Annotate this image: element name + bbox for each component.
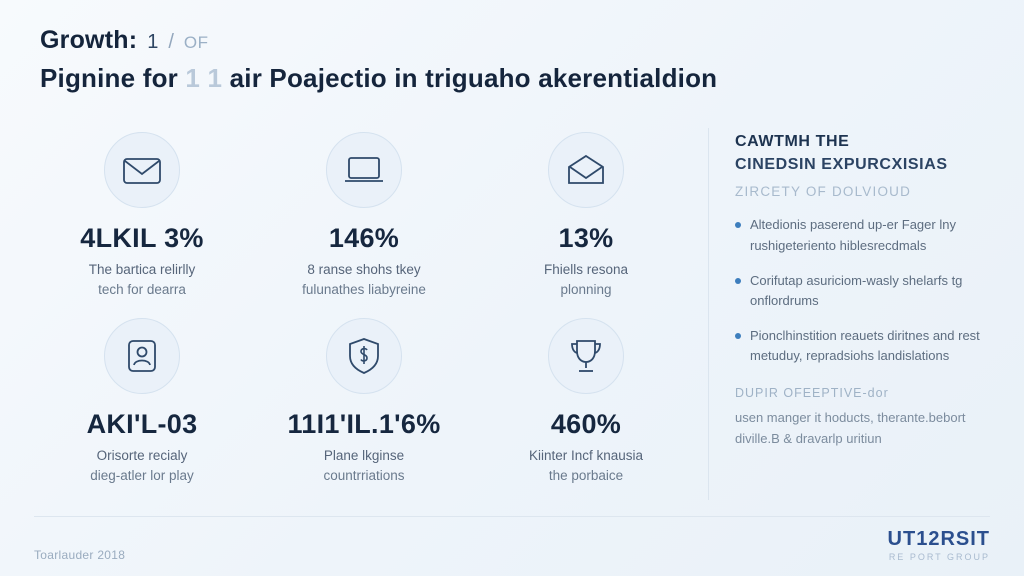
- shield-dollar-icon: [326, 318, 402, 394]
- brand-logo: [888, 529, 990, 562]
- stat-desc-line2: countrriations: [323, 467, 405, 483]
- list-item: Corifutap asuriciom-wasly shelarfs tg onflordrums: [735, 271, 990, 311]
- stat-desc-line2: tech for dearra: [98, 281, 186, 297]
- panel-footer-title: DUPIR OFEEPTIVE-dor: [735, 386, 889, 401]
- footer-note: Toarlauder 2018: [34, 548, 126, 562]
- trophy-icon: [548, 318, 624, 394]
- stat-item: [478, 128, 694, 314]
- panel-title-line1: CAWTMH THE: [735, 133, 850, 150]
- stat-value: AKI'L-03: [86, 409, 198, 439]
- stat-desc-line1: 8 ranse shohs tkey: [307, 261, 421, 277]
- user-badge-icon: [104, 318, 180, 394]
- headline-faded: 1 1: [185, 63, 223, 93]
- stat-desc-line1: The bartica relirlly: [88, 261, 196, 277]
- envelope-icon: [104, 132, 180, 208]
- header: [40, 26, 990, 94]
- stat-value: 460%: [550, 409, 622, 439]
- stat-description: [302, 260, 426, 301]
- kicker-sub: OF: [183, 33, 209, 52]
- laptop-icon: [326, 132, 402, 208]
- stat-value: 11I1'IL.1'6%: [287, 409, 441, 439]
- stat-item: [256, 314, 472, 500]
- list-item: Altedionis paserend up-er Fager lny rushigeteriento hiblesrecdmals: [735, 215, 990, 255]
- stat-desc-line1: Fhiells resona: [543, 261, 629, 277]
- kicker-line: [40, 26, 990, 55]
- stat-description: [529, 446, 643, 487]
- stat-desc-line2: the porbaice: [548, 467, 624, 483]
- stat-desc-line2: plonning: [560, 281, 612, 297]
- stat-item: [256, 128, 472, 314]
- brand-name: UT12RSIT: [887, 528, 990, 550]
- home-mail-icon: [548, 132, 624, 208]
- panel-title-line2: CINEDSIN EXPURCXISIAS: [735, 156, 948, 174]
- stat-value: 146%: [328, 223, 400, 253]
- panel-footer-text: usen manger it hoducts, therante.bebort diville.B & dravarlp uritiun: [735, 410, 966, 447]
- kicker-main: Growth:: [40, 26, 138, 54]
- stat-desc-line1: Orisorte recialy: [96, 447, 188, 463]
- panel-bullet-list: [735, 215, 990, 366]
- panel-subtitle: ZIRCETY OF DOLVIOUD: [735, 184, 912, 200]
- brand-tagline: RE PORT GROUP: [888, 552, 990, 562]
- kicker-number: 1: [147, 31, 159, 53]
- panel-title: [735, 130, 990, 176]
- stat-desc-line2: dieg-atler lor play: [90, 467, 194, 483]
- stat-description: [323, 446, 404, 487]
- stat-desc-line1: Plane lkginse: [323, 447, 405, 463]
- footer: [34, 516, 990, 562]
- stat-desc-line2: fulunathes liabyreine: [302, 281, 426, 297]
- kicker-slash: /: [168, 31, 174, 53]
- list-item: Pionclhinstition reauets diritnes and rest metuduy, repradsiohs landislations: [735, 326, 990, 366]
- stat-description: [90, 446, 194, 487]
- stats-grid: [34, 128, 694, 500]
- stat-description: [544, 260, 628, 301]
- headline-part2: air Poajectio in triguaho akerentialdion: [229, 63, 718, 93]
- stat-desc-line1: Kiinter Incf knausia: [528, 447, 644, 463]
- stat-value: 13%: [558, 223, 614, 253]
- body: [34, 128, 990, 500]
- stat-item: [478, 314, 694, 500]
- side-panel: [708, 128, 990, 500]
- stat-value: 4LKIL 3%: [80, 223, 204, 253]
- headline-part1: Pignine for: [40, 63, 178, 93]
- page-title: [40, 63, 990, 94]
- stat-item: [34, 128, 250, 314]
- stat-description: [89, 260, 196, 301]
- stat-item: [34, 314, 250, 500]
